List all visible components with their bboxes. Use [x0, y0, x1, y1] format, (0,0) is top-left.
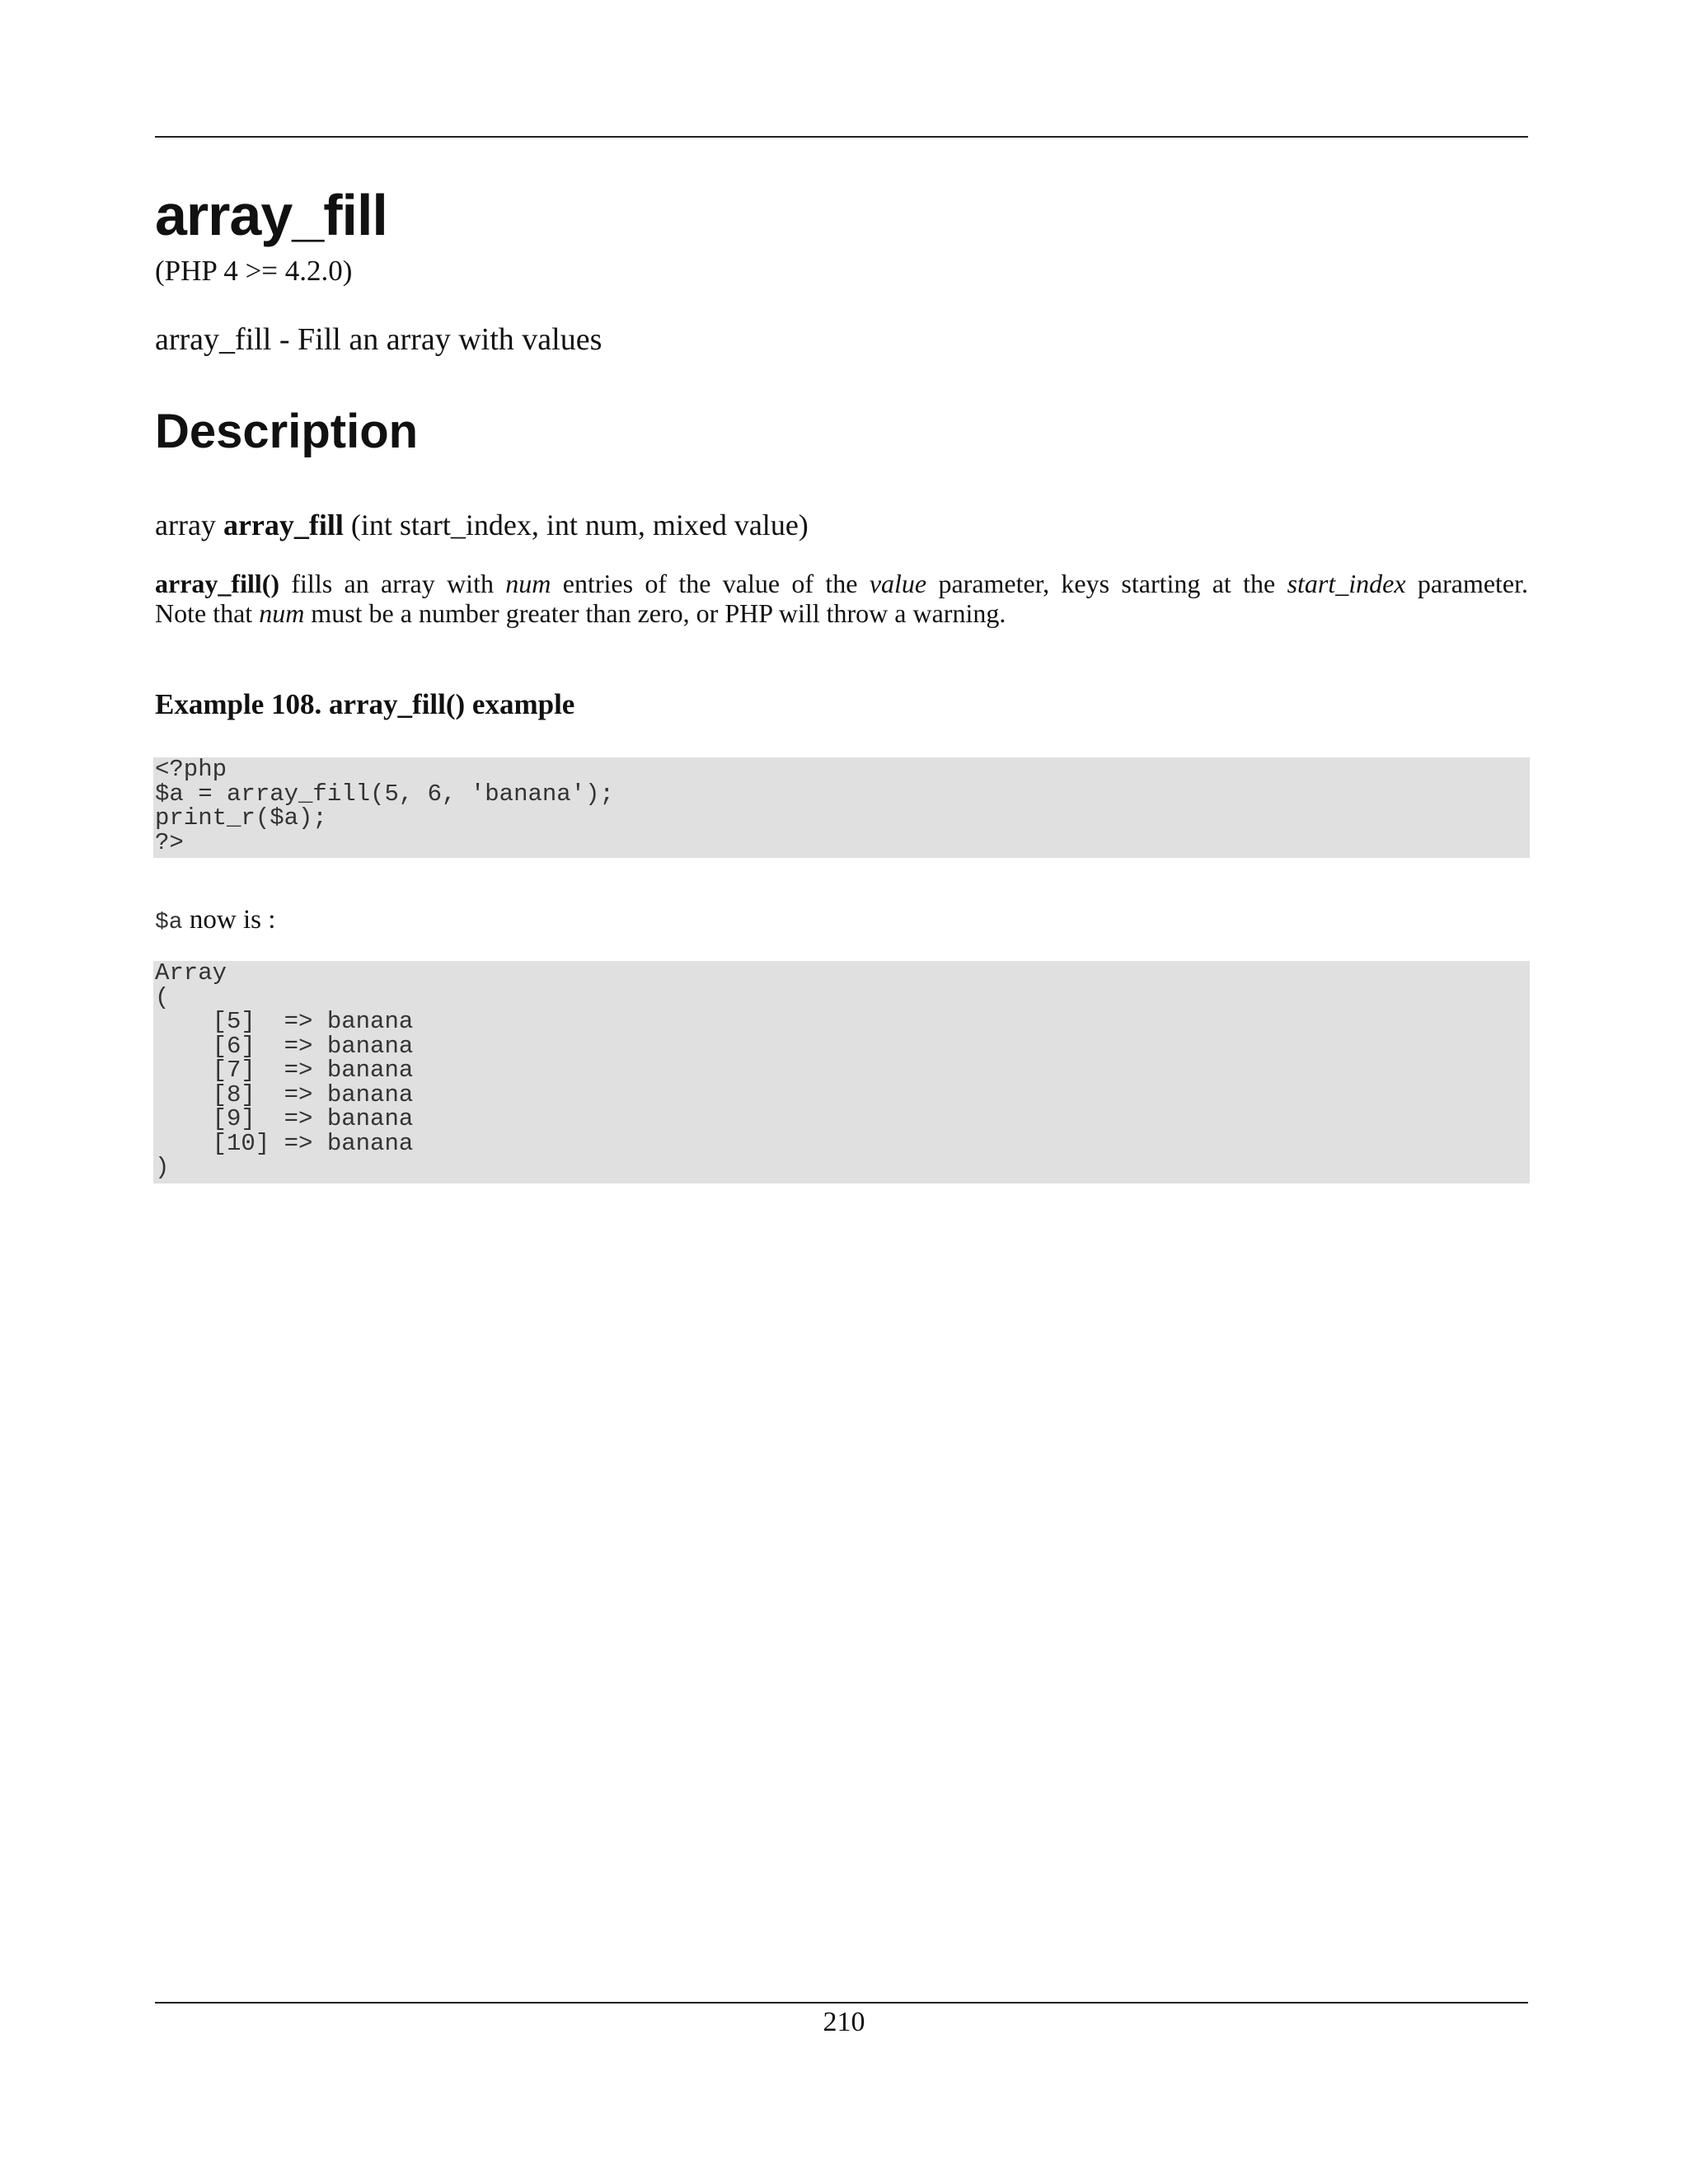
- page-title: array_fill: [155, 183, 387, 247]
- output-code-block: [153, 961, 1530, 1183]
- output-line: [6] => banana: [155, 1032, 414, 1060]
- paragraph-text: entries of the value of the: [551, 569, 870, 598]
- output-line: [9] => banana: [155, 1105, 414, 1132]
- synopsis-return-type: array: [155, 509, 216, 541]
- output-line: [8] => banana: [155, 1080, 414, 1108]
- output-line: [10] => banana: [155, 1129, 414, 1157]
- synopsis-function-name: array_fill: [223, 509, 344, 541]
- result-intro: [155, 905, 275, 936]
- code-line: print_r($a);: [155, 804, 327, 832]
- param-num: num: [259, 598, 305, 628]
- function-synopsis: [155, 509, 809, 542]
- ref-purpose: array_fill - Fill an array with values: [155, 322, 603, 357]
- paragraph-line-1: [155, 569, 1528, 598]
- paragraph-text: parameter.: [1405, 569, 1529, 598]
- fn-ref: array_fill(): [155, 569, 280, 598]
- code-line: <?php: [155, 757, 227, 783]
- paragraph-text: parameter, keys starting at the: [926, 569, 1287, 598]
- output-line: Array: [155, 961, 227, 987]
- code-line: $a = array_fill(5, 6, 'banana');: [155, 780, 614, 808]
- description-heading: Description: [155, 405, 419, 458]
- php-version: (PHP 4 >= 4.2.0): [155, 255, 353, 287]
- code-line: ?>: [155, 828, 184, 856]
- output-line: ): [155, 1154, 170, 1181]
- paragraph-text: fills an array with: [279, 569, 506, 598]
- synopsis-params: (int start_index, int num, mixed value): [350, 509, 809, 541]
- output-line: [5] => banana: [155, 1008, 414, 1035]
- output-line: [7] => banana: [155, 1057, 414, 1084]
- example-title: Example 108. array_fill() example: [155, 688, 575, 720]
- param-num: num: [505, 569, 551, 598]
- result-variable: $a: [155, 910, 183, 935]
- page-number: 210: [823, 2007, 865, 2037]
- output-line: (: [155, 983, 170, 1011]
- description-paragraph: [155, 569, 1528, 628]
- example-code-block: [153, 757, 1530, 858]
- result-intro-text: now is :: [182, 905, 276, 935]
- header-rule: [155, 136, 1528, 138]
- paragraph-line-2: [155, 598, 1528, 628]
- paragraph-text: Note that: [155, 598, 260, 628]
- paragraph-text: must be a number greater than zero, or PHP will throw a warning.: [304, 598, 1006, 628]
- param-value: value: [869, 569, 927, 598]
- param-start-index: start_index: [1287, 569, 1406, 598]
